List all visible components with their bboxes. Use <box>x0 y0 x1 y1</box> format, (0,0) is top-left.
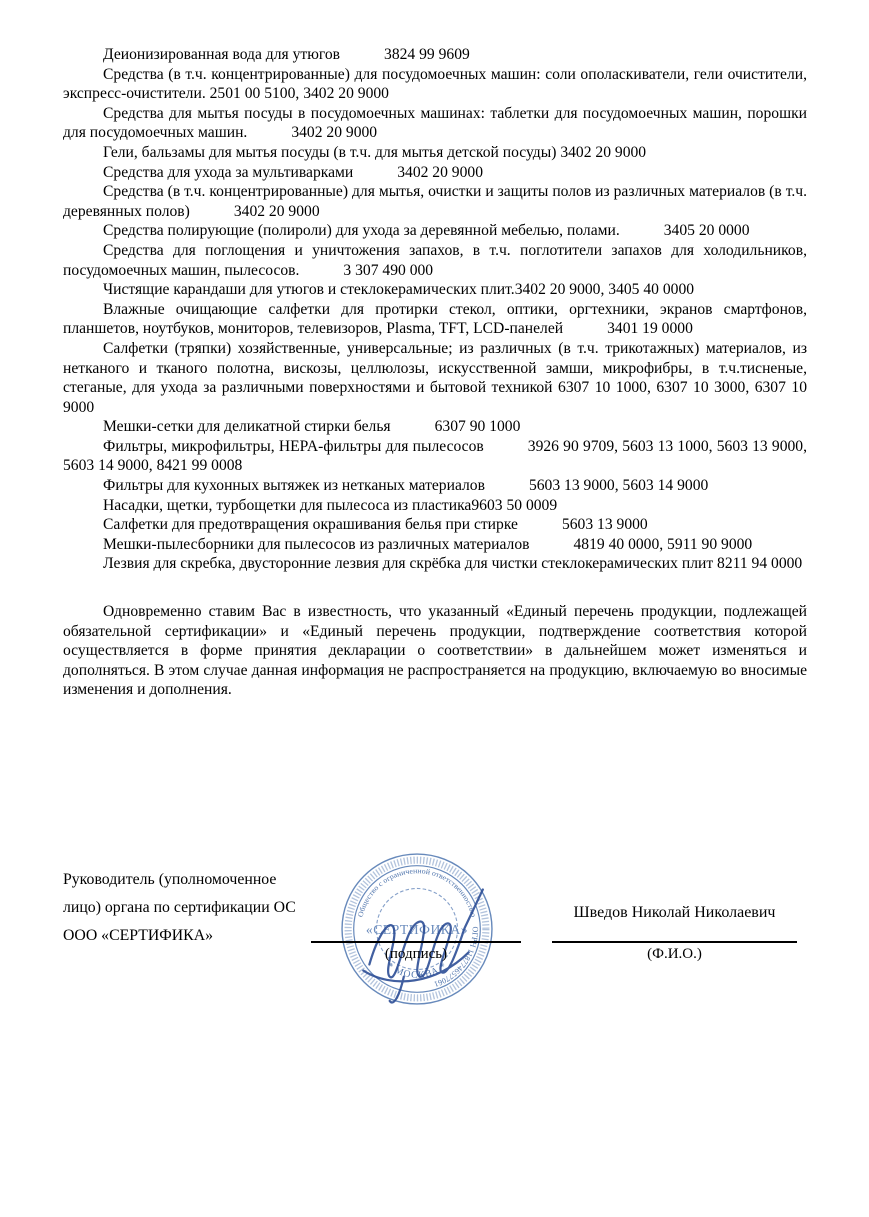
product-list <box>63 45 807 574</box>
product-desc: Средства для ухода за мультиварками <box>103 163 354 181</box>
product-code: 4819 40 0000, 5911 90 9000 <box>573 535 753 553</box>
stamp-ogrn-text: ОГРН 1187746577061 <box>432 926 480 989</box>
product-code: 5603 13 9000, 5603 14 9000 <box>528 477 709 495</box>
product-item <box>63 300 807 339</box>
product-desc: Средства (в т.ч. концентрированные) для мытья, очистки и защиты полов из различных материалов (в т.ч. деревянных полов) <box>63 183 807 220</box>
product-code: 6307 10 1000, 6307 10 3000, 6307 10 9000 <box>63 379 807 416</box>
product-item <box>63 339 807 417</box>
product-desc: Чистящие карандаши для утюгов и стеклокерамических плит. <box>103 281 515 299</box>
product-desc: Фильтры для кухонных вытяжек из нетканых материалов <box>103 477 485 495</box>
product-code: 3402 20 9000 <box>560 143 647 161</box>
product-item <box>63 221 807 241</box>
product-desc: Средства полирующие (полироли) для ухода за деревянной мебелью, полами. <box>103 222 620 240</box>
product-desc: Салфетки для предотвращения окрашивания белья при стирке <box>103 516 518 534</box>
product-desc: Салфетки (тряпки) хозяйственные, универсальные; из различных (в т.ч. трикотажных) материалов, из нетканого и тканого полотна, вискозы, целлюлозы, искусственной замши, микрофибры, в т.ч.тисненые, стеганые, для ухода за различными поверхностями и бытовой техникой <box>63 339 807 397</box>
product-code: 6307 90 1000 <box>434 418 521 436</box>
product-item <box>63 535 807 555</box>
product-item <box>63 496 807 516</box>
product-code: 3402 20 9000 <box>397 163 483 181</box>
product-code: 2501 00 5100, 3402 20 9000 <box>209 85 389 103</box>
product-desc: Мешки-сетки для деликатной стирки белья <box>103 418 391 436</box>
product-item <box>63 515 807 535</box>
product-item <box>63 65 807 104</box>
stamp-seal-icon <box>339 851 495 1007</box>
product-code: 3 307 490 000 <box>343 261 434 279</box>
product-desc: Мешки-пылесборники для пылесосов из различных материалов <box>103 535 530 553</box>
product-desc: Лезвия для скребка, двусторонние лезвия для скрёбка для чистки стеклокерамических плит <box>103 555 714 573</box>
product-code: 3405 20 0000 <box>663 222 750 240</box>
product-item <box>63 280 807 300</box>
product-item <box>63 143 807 163</box>
product-item <box>63 417 807 437</box>
product-code: 3402 20 9000 <box>233 202 320 220</box>
document-body <box>63 45 807 700</box>
product-item <box>63 163 807 183</box>
product-desc: Средства (в т.ч. концентрированные) для посудомоечных машин: соли ополаскиватели, гели очистители, экспресс-очистители. <box>63 65 807 103</box>
product-desc: Фильтры, микрофильтры, HEPA-фильтры для пылесосов <box>103 437 484 455</box>
notice-paragraph: Одновременно ставим Вас в известность, что указанный «Единый перечень продукции, подлежащей обязательной сертификации» и «Единый перечень продукции, подтверждение соответствия которой осуществляется в форме принятия декларации о соответствии» в дальнейшем может изменяться и дополняться. В этом случае данная информация не распространяется на продукцию, включаемую во вносимые изменения и дополнения. <box>63 603 807 699</box>
name-line <box>552 941 797 943</box>
name-caption: (Ф.И.О.) <box>647 946 702 962</box>
product-item <box>63 182 807 221</box>
product-item <box>63 241 807 280</box>
signature-line <box>311 941 521 943</box>
product-code: 9603 50 0009 <box>471 496 558 514</box>
signature-caption: (подпись) <box>384 946 448 962</box>
product-item <box>63 437 807 476</box>
product-code: 3926 90 9709, 5603 13 1000, 5603 13 9000, 5603 14 9000, 8421 99 0008 <box>63 437 807 475</box>
product-item <box>63 476 807 496</box>
product-desc: Насадки, щетки, турбощетки для пылесоса из пластика <box>103 496 472 514</box>
product-item <box>63 45 807 65</box>
product-code: 8211 94 0000 <box>717 555 803 573</box>
product-item <box>63 104 807 143</box>
product-desc: Средства для мытья посуды в посудомоечных машинах: таблетки для посудомоечных машин, порошки для посудомоечных машин. <box>63 104 807 142</box>
product-item <box>63 554 807 574</box>
company-stamp <box>339 851 495 1007</box>
stamp-org-type-text: Общество с ограниченной ответственностью <box>356 867 478 919</box>
product-desc: Гели, бальзамы для мытья посуды (в т.ч. для мытья детской посуды) <box>103 143 557 161</box>
product-code: 5603 13 9000 <box>561 516 648 534</box>
product-code: 3402 20 9000, 3405 40 0000 <box>514 281 695 299</box>
product-desc: Деионизированная вода для утюгов <box>103 46 341 63</box>
stamp-city-text: * МОСКВА * <box>384 960 450 981</box>
signer-title: Руководитель (уполномоченное лицо) органа по сертификации ОС ООО «СЕРТИФИКА» <box>63 871 296 944</box>
product-desc: Влажные очищающие салфетки для протирки стекол, оптики, оргтехники, экранов смартфонов, планшетов, ноутбуков, мониторов, телевизоров, Plasma, TFT, LCD-панелей <box>63 300 807 338</box>
product-code: 3401 19 0000 <box>607 320 693 338</box>
product-code: 3824 99 9609 <box>384 46 470 63</box>
stamp-center-name: «СЕРТИФИКА» <box>365 922 469 938</box>
product-desc: Средства для поглощения и уничтожения запахов, в т.ч. поглотители запахов для холодильников, посудомоечных машин, пылесосов. <box>63 241 807 279</box>
signer-name: Шведов Николай Николаевич <box>573 904 776 921</box>
product-code: 3402 20 9000 <box>291 124 378 142</box>
